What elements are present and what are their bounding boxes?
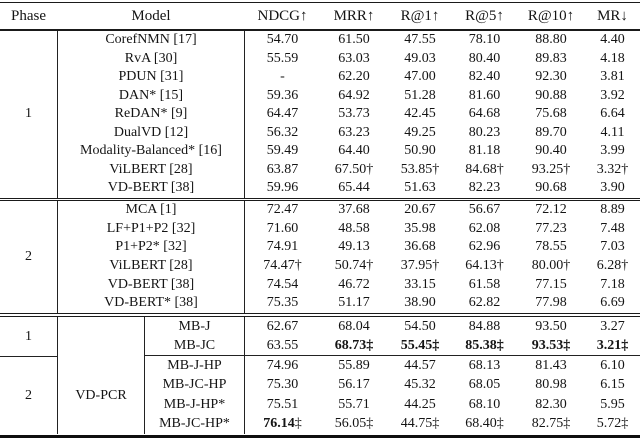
- table-row: [145, 356, 640, 376]
- table-row: [145, 395, 640, 415]
- value-cell: 50.74 †: [334, 257, 374, 273]
- value-cell: 90.88: [535, 87, 567, 103]
- value-cell: 3.81: [600, 69, 625, 85]
- value-cell: 65.44: [338, 180, 370, 196]
- value-cell: 81.18: [468, 143, 501, 159]
- value-cell: 48.58: [338, 220, 370, 236]
- column-header-mrr: MRR↑: [333, 7, 375, 24]
- value-cell: 82.30: [535, 396, 567, 412]
- value-cell: 3.21 ‡: [596, 337, 629, 353]
- value-cell: 62.08: [468, 220, 501, 236]
- value-cell: 64.40: [338, 143, 370, 159]
- table-row: [57, 142, 640, 161]
- value-cell: 6.28 †: [596, 257, 629, 273]
- value-cell: 82.40: [468, 69, 501, 85]
- value-cell: 81.60: [468, 87, 501, 103]
- model-cell: ReDAN* [9]: [57, 105, 245, 124]
- model-cell: ViLBERT [28]: [57, 257, 245, 276]
- table-row: [57, 105, 640, 124]
- value-cell: 63.55: [266, 337, 299, 353]
- value-cell: 59.96: [266, 180, 299, 196]
- model-cell: MB-JC-HP: [145, 376, 245, 396]
- model-cell: MB-J-HP*: [145, 395, 245, 415]
- value-cell: 55.45 ‡: [400, 337, 440, 353]
- column-header-r1: R@1↑: [400, 7, 440, 24]
- column-header-r5: R@5↑: [465, 7, 504, 24]
- column-header-model: Model: [131, 7, 171, 24]
- phase-label: 1: [25, 106, 32, 122]
- footer-group-column: [57, 317, 145, 434]
- table-row: [57, 31, 640, 50]
- column-header-r10: R@10↑: [527, 7, 575, 24]
- value-cell: 80.00 †: [531, 257, 571, 273]
- value-cell: 93.50: [535, 318, 567, 334]
- column-header-phase: Phase: [11, 7, 46, 24]
- value-cell: 82.75 ‡: [531, 416, 571, 432]
- value-cell: 3.92: [600, 87, 625, 103]
- value-cell: 4.11: [600, 124, 625, 140]
- phase-label: 2: [25, 248, 32, 264]
- table-row: [57, 201, 640, 220]
- value-cell: 77.23: [535, 220, 567, 236]
- model-cell: RvA [30]: [57, 50, 245, 69]
- value-cell: 51.28: [404, 87, 436, 103]
- value-cell: 38.90: [404, 295, 436, 311]
- value-cell: 35.98: [404, 220, 436, 236]
- value-cell: 64.47: [266, 106, 299, 122]
- value-cell: 4.18: [600, 50, 625, 66]
- value-cell: 59.36: [266, 87, 299, 103]
- value-cell: 45.32: [404, 377, 436, 393]
- model-cell: MB-J: [145, 317, 245, 336]
- footer-phase-2-rows: [145, 356, 640, 434]
- phase-label: 2: [25, 387, 32, 403]
- value-cell: 47.00: [404, 69, 436, 85]
- value-cell: 37.95 †: [400, 257, 440, 273]
- table-row: [57, 87, 640, 106]
- value-cell: 74.47 †: [263, 257, 302, 273]
- value-cell: 74.96: [266, 357, 299, 373]
- table-row: [57, 68, 640, 87]
- table-row: [57, 179, 640, 198]
- value-cell: 64.92: [338, 87, 370, 103]
- value-cell: 56.67: [468, 201, 501, 217]
- value-cell: 36.68: [404, 239, 436, 255]
- value-cell: 6.10: [600, 357, 625, 373]
- value-cell: 54.50: [404, 318, 436, 334]
- value-cell: 56.05 ‡: [334, 416, 374, 432]
- value-cell: 80.40: [468, 50, 501, 66]
- value-cell: 68.10: [468, 396, 501, 412]
- value-cell: 75.51: [266, 396, 299, 412]
- value-cell: 63.87: [266, 161, 299, 177]
- value-cell: 77.15: [535, 276, 567, 292]
- value-cell: 74.54: [266, 276, 299, 292]
- model-cell: LF+P1+P2 [32]: [57, 219, 245, 238]
- footer-phase-column: [0, 317, 57, 434]
- value-cell: 67.50 †: [334, 161, 374, 177]
- table-row: [145, 336, 640, 355]
- model-cell: MB-JC: [145, 336, 245, 355]
- value-cell: 61.58: [468, 276, 501, 292]
- value-cell: 72.12: [535, 201, 567, 217]
- value-cell: 4.40: [600, 32, 625, 48]
- value-cell: 68.40 ‡: [465, 416, 504, 432]
- value-cell: 3.90: [600, 180, 625, 196]
- value-cell: 55.59: [266, 50, 299, 66]
- footer-phase-1-rows: [145, 317, 640, 355]
- table-row: [57, 50, 640, 69]
- value-cell: 84.68 †: [465, 161, 504, 177]
- value-cell: 56.32: [266, 124, 299, 140]
- value-cell: 49.03: [404, 50, 436, 66]
- value-cell: 62.82: [468, 295, 501, 311]
- value-cell: 44.57: [404, 357, 436, 373]
- table-row: [57, 124, 640, 143]
- table-row: [57, 219, 640, 238]
- model-cell: CorefNMN [17]: [57, 31, 245, 50]
- value-cell: 89.83: [535, 50, 567, 66]
- value-cell: 64.68: [468, 106, 501, 122]
- value-cell: 54.70: [266, 32, 299, 48]
- value-cell: 72.47: [266, 201, 299, 217]
- value-cell: 20.67: [404, 201, 436, 217]
- column-header-mr: MR↓: [597, 7, 628, 24]
- value-cell: 44.75 ‡: [400, 416, 440, 432]
- table-row: [57, 238, 640, 257]
- value-cell: 5.72 ‡: [596, 416, 629, 432]
- footer-block: [0, 317, 640, 434]
- value-cell: 62.67: [266, 318, 299, 334]
- value-cell: 68.05: [468, 377, 501, 393]
- model-cell: VD-BERT [38]: [57, 275, 245, 294]
- value-cell: 59.49: [266, 143, 299, 159]
- value-cell: 61.50: [338, 32, 370, 48]
- model-cell: P1+P2* [32]: [57, 238, 245, 257]
- value-cell: 93.53 ‡: [531, 337, 571, 353]
- value-cell: 47.55: [404, 32, 436, 48]
- phase-2-section: [0, 201, 640, 313]
- table-row: [57, 294, 640, 313]
- value-cell: 88.80: [535, 32, 567, 48]
- value-cell: 85.38 ‡: [465, 337, 504, 353]
- group-label: VD-PCR: [75, 387, 127, 403]
- value-cell: 89.70: [535, 124, 567, 140]
- value-cell: 62.96: [468, 239, 501, 255]
- table-row: [145, 317, 640, 336]
- value-cell: 92.30: [535, 69, 567, 85]
- bottom-rule: [0, 435, 640, 438]
- value-cell: 80.98: [535, 377, 567, 393]
- model-cell: VD-BERT [38]: [57, 179, 245, 198]
- group-spacer: [58, 317, 144, 357]
- value-cell: 77.98: [535, 295, 567, 311]
- value-cell: 44.25: [404, 396, 436, 412]
- value-cell: 49.25: [404, 124, 436, 140]
- value-cell: 33.15: [404, 276, 436, 292]
- value-cell: 55.89: [338, 357, 370, 373]
- value-cell: 71.60: [266, 220, 299, 236]
- phase-label: 1: [0, 317, 57, 357]
- model-cell: MB-JC-HP*: [145, 415, 245, 435]
- value-cell: 3.32 †: [596, 161, 629, 177]
- table-row: [57, 161, 640, 180]
- value-cell: 7.18: [600, 276, 625, 292]
- value-cell: 6.69: [600, 295, 625, 311]
- value-cell: 6.64: [600, 106, 625, 122]
- value-cell: 53.73: [338, 106, 370, 122]
- value-cell: 8.89: [600, 201, 625, 217]
- value-cell: 90.40: [535, 143, 567, 159]
- value-cell: 82.23: [468, 180, 501, 196]
- model-cell: VD-BERT* [38]: [57, 294, 245, 313]
- value-cell: 56.17: [338, 377, 370, 393]
- value-cell: 53.85 †: [400, 161, 440, 177]
- value-cell: 68.04: [338, 318, 370, 334]
- table-row: [57, 275, 640, 294]
- value-cell: 42.45: [404, 106, 436, 122]
- model-cell: MCA [1]: [57, 201, 245, 220]
- table-row: [145, 415, 640, 435]
- model-cell: ViLBERT [28]: [57, 161, 245, 180]
- model-cell: DualVD [12]: [57, 124, 245, 143]
- value-cell: 74.91: [266, 239, 299, 255]
- value-cell: 46.72: [338, 276, 370, 292]
- phase-2-rows: [57, 201, 640, 313]
- table-row: [57, 257, 640, 276]
- value-cell: 7.03: [600, 239, 625, 255]
- phase-1-rows: [57, 31, 640, 198]
- value-cell: 75.30: [266, 377, 299, 393]
- value-cell: 84.88: [468, 318, 501, 334]
- value-cell: 55.71: [338, 396, 370, 412]
- value-cell: 50.90: [404, 143, 436, 159]
- column-header-ndcg: NDCG↑: [257, 7, 308, 24]
- value-cell: 62.20: [338, 69, 370, 85]
- phase-1-section: [0, 31, 640, 198]
- model-cell: Modality-Balanced* [16]: [57, 142, 245, 161]
- value-cell: 51.17: [338, 295, 370, 311]
- value-cell: 78.10: [468, 32, 501, 48]
- footer-rows-column: [145, 317, 640, 434]
- value-cell: 80.23: [468, 124, 501, 140]
- value-cell: 93.25 †: [531, 161, 571, 177]
- value-cell: -: [280, 69, 285, 85]
- value-cell: 75.68: [535, 106, 567, 122]
- value-cell: 68.73 ‡: [334, 337, 374, 353]
- value-cell: 81.43: [535, 357, 567, 373]
- value-cell: 68.13: [468, 357, 501, 373]
- value-cell: 63.03: [338, 50, 370, 66]
- value-cell: 78.55: [535, 239, 567, 255]
- value-cell: 3.27: [600, 318, 625, 334]
- value-cell: 90.68: [535, 180, 567, 196]
- value-cell: 5.95: [600, 396, 625, 412]
- table-header: [0, 2, 640, 31]
- value-cell: 64.13 †: [465, 257, 504, 273]
- value-cell: 51.63: [404, 180, 436, 196]
- value-cell: 63.23: [338, 124, 370, 140]
- model-cell: PDUN [31]: [57, 68, 245, 87]
- value-cell: 7.48: [600, 220, 625, 236]
- value-cell: 6.15: [600, 377, 625, 393]
- model-cell: DAN* [15]: [57, 87, 245, 106]
- value-cell: 37.68: [338, 201, 370, 217]
- value-cell: 76.14 ‡: [263, 416, 302, 432]
- table-row: [145, 376, 640, 396]
- value-cell: 3.99: [600, 143, 625, 159]
- model-cell: MB-J-HP: [145, 356, 245, 376]
- value-cell: 49.13: [338, 239, 370, 255]
- value-cell: 75.35: [266, 295, 299, 311]
